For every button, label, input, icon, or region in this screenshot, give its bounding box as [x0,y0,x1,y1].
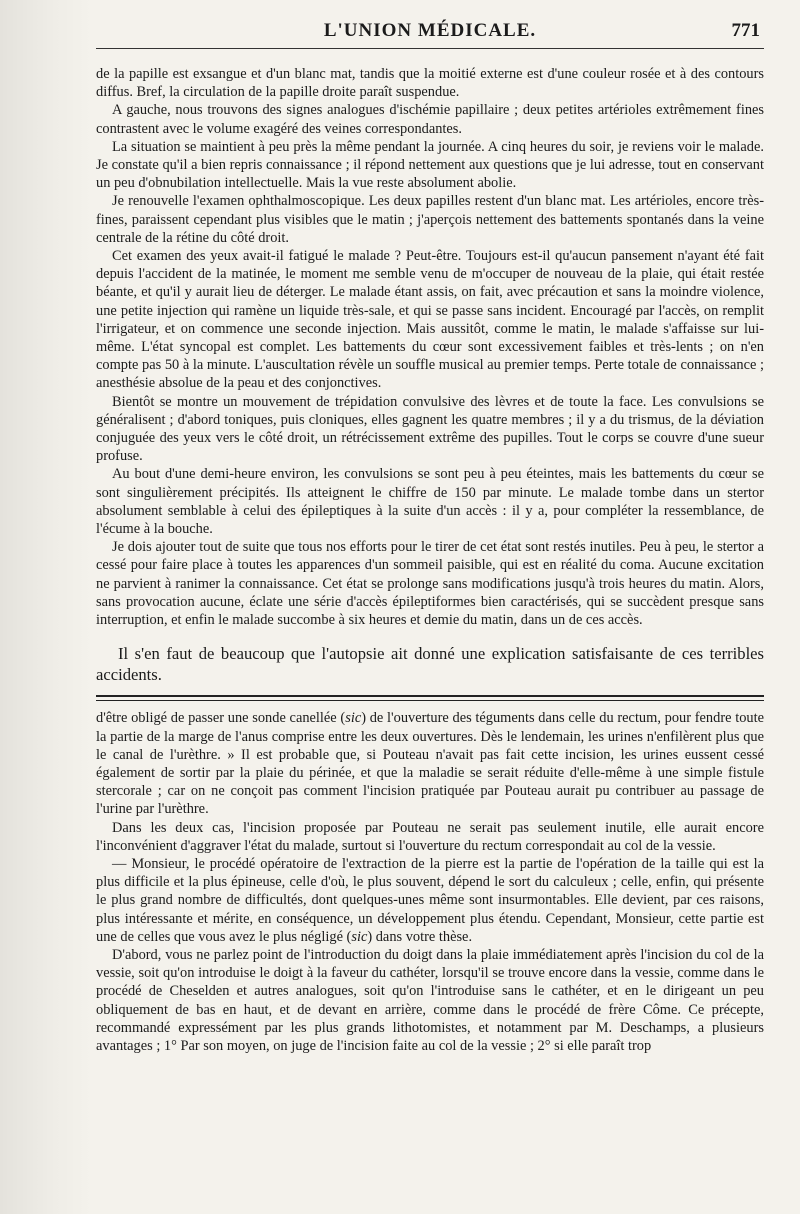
sic-note: sic [351,928,368,945]
section-divider [96,695,764,701]
paragraph: Je renouvelle l'examen ophthalmoscopique. Les deux papilles restent d'un blanc mat. Les artérioles, encore très-fines, paraissent cependant plus visibles que le matin ; j'aperçois nettement des battements spontanés dans la veine centrale de la rétine du côté droit. [96,193,764,246]
sic-note: sic [345,710,362,727]
paragraph: Cet examen des yeux avait-il fatigué le malade ? Peut-être. Toujours est-il qu'aucun pansement n'ayant été fait depuis l'accident de la matinée, le moment me semble venu de m'occuper de nouveau de la plaie, qui était restée béante, et qu'il y aurait lieu de déterger. Le malade étant assis, on fait, avec précaution et sans la moindre violence, une petite injection qui ramène un liquide très-sale, et qui se passe sans incident. Encouragé par l'accès, on remplit l'irrigateur, et on commence une seconde injection. Mais aussitôt, comme le matin, le malade s'affaisse sur lui-même. L'état syncopal est complet. Les battements du cœur sont excessivement faibles et très-lents ; on n'en compte pas 50 à la minute. L'auscultation révèle un souffle musical au premier temps. Perte totale de connaissance ; anesthésie absolue de la peau et des conjonctives. [96,248,764,392]
paragraph: Bientôt se montre un mouvement de trépidation convulsive des lèvres et de toute la face. Les convulsions se généralisent ; d'abord toniques, puis cloniques, elles gagnent les quatre membres ; il y a du trismus, de la déviation conjuguée des yeux vers le côté droit, un rétrécissement extrême des pupilles. Tout le corps se couvre d'une sueur profuse. [96,393,764,465]
journal-title: L'UNION MÉDICALE. [323,20,537,41]
lead-paragraph: Il s'en faut de beaucoup que l'autopsie ait donné une explication satisfaisante de ces terribles accidents. [96,644,764,685]
paragraph: d'être obligé de passer une sonde canellée (sic) de l'ouverture des téguments dans celle du rectum, pour fendre toute la partie de la marge de l'anus comprise entre les deux ouvertures. Dès le lendemain, les urines n'enfilèrent plus que le canal de l'urèthre. » Il est probable que, si Pouteau n'avait pas fait cette incision, les urines eussent cessé également de sortir par la plaie du périnée, et que la maladie se serait réduite d'elle-même à une simple fistule stercorale ; car on ne conçoit pas comment l'incision pratiquée par Pouteau aurait pu contribuer au passage de l'urine par l'urèthre. [96,710,764,818]
page-number: 771 [731,20,760,41]
top-column [96,65,764,629]
paragraph: Dans les deux cas, l'incision proposée par Pouteau ne serait pas seulement inutile, elle aurait encore l'inconvénient d'aggraver l'état du malade, surtout si l'ouverture du rectum correspondait au col de la vessie. [96,819,764,854]
facing-page-bleed [0,0,92,1214]
paragraph: de la papille est exsangue et d'un blanc mat, tandis que la moitié externe est d'une couleur rosée et à des contours diffus. Bref, la circulation de la papille droite paraît suspendue. [96,66,764,101]
running-header [96,18,764,49]
paragraph: D'abord, vous ne parlez point de l'introduction du doigt dans la plaie immédiatement après l'incision du col de la vessie, soit qu'on introduise le doigt à la faveur du cathéter, lorsqu'il se trouve encore dans la vessie, comme dans le procédé de Cheselden et autres analogues, soit qu'on l'introduise sans le cathéter, et en le dirigeant un peu obliquement de bas en haut, et de devant en arrière, comme dans le procédé de frère Côme. Ce précepte, recommandé expressément par les plus grands lithotomistes, et notamment par M. Deschamps, a plusieurs avantages ; 1° Par son moyen, on juge de l'incision faite au col de la vessie ; 2° si elle paraît trop [96,946,764,1054]
paragraph: A gauche, nous trouvons des signes analogues d'ischémie papillaire ; deux petites artérioles extrêmement fines contrastent avec le volume exagéré des veines correspondantes. [96,102,764,137]
paragraph: — Monsieur, le procédé opératoire de l'extraction de la pierre est la partie de l'opération de la taille qui est la plus difficile et la plus épineuse, celle d'où, le plus souvent, dépend le sort du calculeux ; celle, enfin, qui présente le plus grand nombre de difficultés, dont quelques-unes même sont insurmontables. Elle devient, par ces raisons, plus intéressante et mérite, en conséquence, un développement plus étendu. Cependant, Monsieur, cette partie est une de celles que vous avez le plus négligé (sic) dans votre thèse. [96,855,764,945]
paragraph: Je dois ajouter tout de suite que tous nos efforts pour le tirer de cet état sont restés inutiles. Peu à peu, le stertor a cessé pour faire place à toutes les apparences d'un sommeil paisible, qui est en réalité du coma. Aucune excitation ne parvient à ranimer la connaissance. Cet état se prolonge sans modifications jusqu'à trois heures du matin. Alors, sans provocation aucune, éclate une série d'accès épileptiformes bien caractérisés, qui se succèdent presque sans interruption, et enfin le malade succombe à six heures et demie du matin, dans un de ces accès. [96,539,764,629]
bottom-column [96,709,764,1055]
paragraph: La situation se maintient à peu près la même pendant la journée. A cinq heures du soir, je reviens voir le malade. Je constate qu'il a bien repris connaissance ; il répond nettement aux questions que je lui adresse, tout en conservant un peu d'obnubilation intellectuelle. Mais la vue reste absolument abolie. [96,138,764,192]
paragraph: Au bout d'une demi-heure environ, les convulsions se sont peu à peu éteintes, mais les battements du cœur se sont singulièrement précipités. Ils atteignent le chiffre de 150 par minute. Le malade tombe dans un stertor absolument semblable à celui des épileptiques à la suite d'un accès : il y a, pour compléter la ressemblance, de l'écume à la bouche. [96,466,764,538]
